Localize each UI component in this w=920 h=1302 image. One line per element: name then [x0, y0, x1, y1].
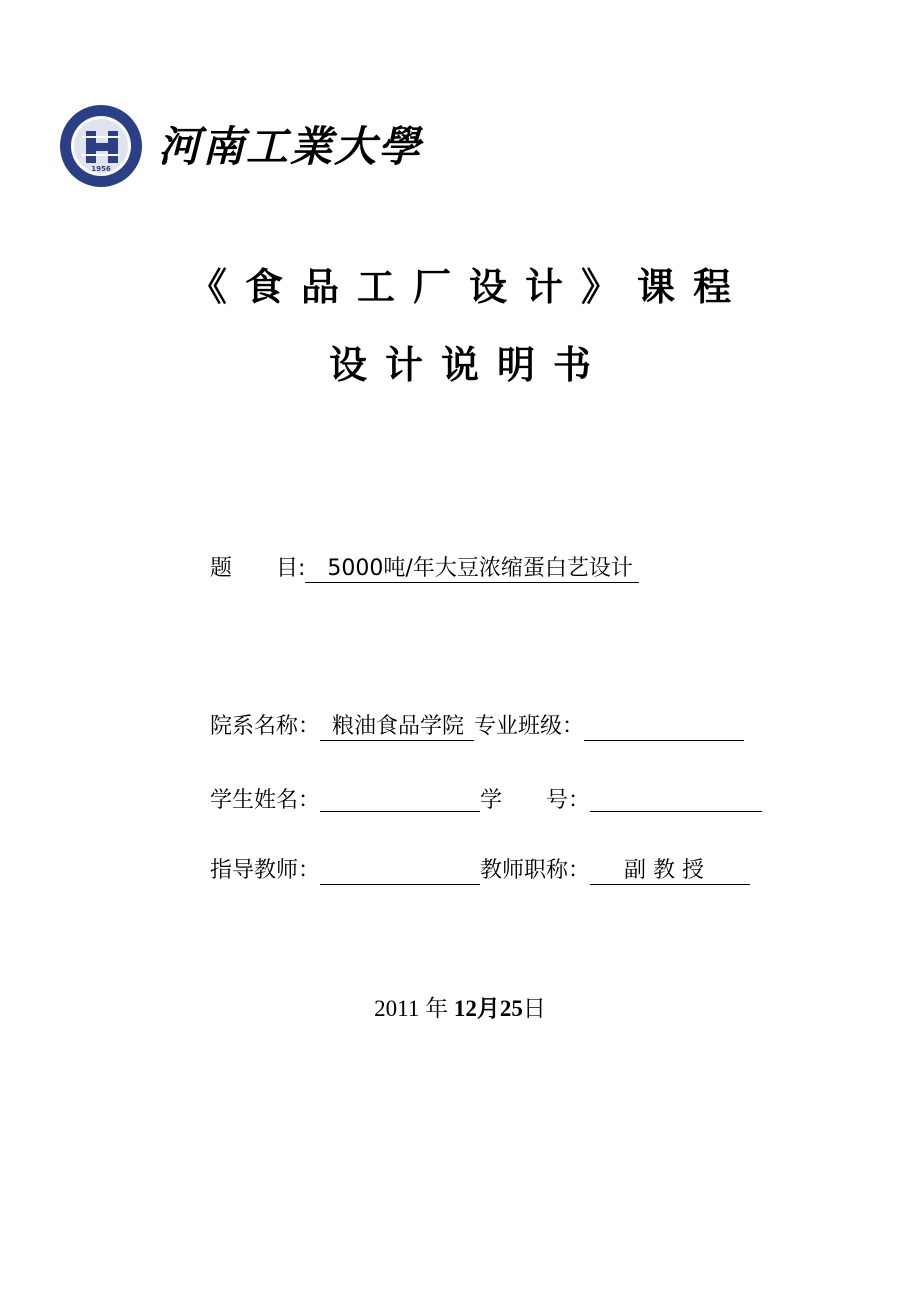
school-name: 河南工業大學: [158, 122, 423, 171]
topic-row: [210, 558, 639, 583]
rank-label: 教师职称：: [480, 858, 591, 883]
student-row: [210, 789, 762, 812]
title-char: 计: [384, 342, 423, 387]
university-logo: [58, 103, 144, 189]
date-month-unit: 月: [476, 996, 500, 1021]
page-title: [0, 264, 920, 309]
page-subtitle: [0, 342, 920, 387]
advisor-label: 指导教师：: [210, 858, 321, 883]
dept-label: 院系名称：: [210, 714, 321, 739]
date-year-unit: 年: [425, 996, 449, 1021]
document-date: [0, 990, 920, 1023]
title-char: 书: [553, 342, 592, 387]
title-char: 品: [300, 264, 339, 309]
rank-value: 副 教 授: [590, 860, 750, 885]
dept-row: [210, 716, 744, 741]
topic-value: 5000吨/年大豆浓缩蛋白艺设计: [305, 558, 638, 583]
title-char: 《: [188, 264, 227, 309]
student-label: 学生姓名：: [210, 788, 321, 813]
date-month: 12: [453, 996, 477, 1021]
title-char: 》: [581, 264, 620, 309]
title-char: 程: [693, 264, 732, 309]
title-char: 设: [469, 264, 508, 309]
topic-label: 题 目:: [210, 556, 306, 581]
title-char: 课: [637, 264, 676, 309]
title-char: 计: [525, 264, 564, 309]
title-char: 食: [244, 264, 283, 309]
logo-year: 1956: [91, 165, 111, 173]
advisor-value: [320, 862, 480, 885]
title-char: 工: [356, 264, 395, 309]
title-char: 说: [440, 342, 479, 387]
student-value: [320, 789, 480, 812]
class-value: [584, 718, 744, 741]
title-char: 设: [328, 342, 367, 387]
date-day: 25: [499, 996, 523, 1021]
title-char: 厂: [412, 264, 451, 309]
advisor-row: [210, 860, 750, 885]
dept-value: 粮油食品学院: [320, 716, 474, 741]
date-day-unit: 日: [522, 996, 546, 1021]
date-year: 2011: [374, 996, 420, 1021]
id-value: [590, 789, 762, 812]
class-label: 专业班级：: [474, 714, 585, 739]
title-char: 明: [497, 342, 536, 387]
id-label: 学 号：: [480, 788, 591, 813]
